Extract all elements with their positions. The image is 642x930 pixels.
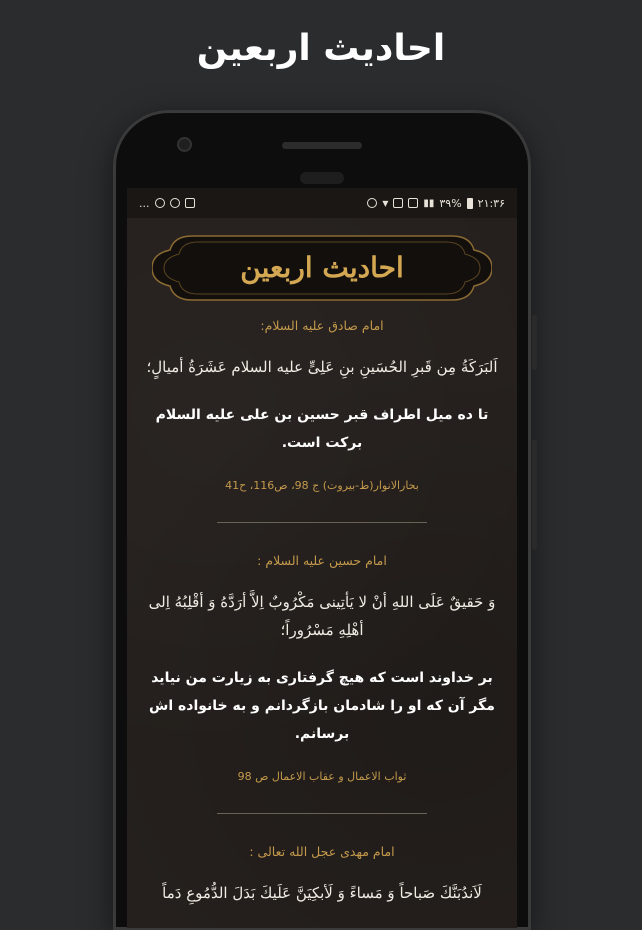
- hadith-arabic: وَ حَقيقٌ عَلَى اللهِ أنْ لا يَأتِينى مَكْرُوبٌ اِلاَّ أرَدَّهُ وَ أقْلِبُهُ اِلى أهْلِهِ مَسْرُوراً؛: [148, 593, 496, 639]
- hadith-source: بحارالانوار(ط-بیروت) ج 98، ص116، ح41: [225, 479, 419, 492]
- header-plaque: [152, 232, 492, 304]
- hadith-translation: بر خداوند است که هیچ گرفتاری به زیارت من نیاید مگر آن که او را شادمان بازگردانم و به خانواده اش برسانم.: [149, 670, 495, 742]
- notification-icon: [155, 198, 165, 208]
- power-button: [532, 440, 537, 550]
- earpiece-speaker: [282, 142, 362, 149]
- hadith-speaker: امام مهدی عجل الله تعالی :: [249, 844, 395, 859]
- hadith-item: [143, 553, 501, 783]
- front-camera: [179, 139, 190, 150]
- signal-icon: [408, 198, 418, 208]
- header-title: احادیث اربعین: [240, 251, 404, 284]
- hadith-arabic: لَاَندُبَنَّكَ صَباحاً وَ مَساءً وَ لَأبكِيَنَّ عَلَيكَ بَدَلَ الدُّمُوعِ دَماً: [162, 884, 482, 902]
- divider: [217, 813, 427, 814]
- status-time: ۲۱:۳۶: [477, 196, 505, 210]
- hadith-item: [143, 318, 501, 492]
- data-icon: [393, 198, 403, 208]
- volume-button: [532, 315, 537, 370]
- hadith-item: [143, 844, 501, 907]
- hadith-translation: تا ده میل اطراف قبر حسین بن علی علیه السلام برکت است.: [155, 407, 489, 451]
- status-left: [139, 197, 195, 210]
- hadith-speaker: امام حسین علیه السلام :: [257, 553, 387, 568]
- status-right: [367, 196, 505, 210]
- hadith-arabic: اَلبَرَكَةُ مِن قَبرِ الحُسَينِ بنِ عَلِیٍّ علیه السلام عَشَرَةُ أميالٍ؛: [146, 358, 498, 376]
- gallery-icon: [185, 198, 195, 208]
- sync-icon: [170, 198, 180, 208]
- app-screen: [127, 188, 517, 928]
- promo-title: احادیث اربعین: [196, 28, 446, 69]
- status-overflow: ...: [139, 196, 150, 210]
- battery-percent: ۳۹%: [439, 196, 462, 210]
- wifi-icon: ▾: [382, 196, 389, 210]
- status-bar: [127, 188, 517, 218]
- hadith-list: [127, 318, 517, 907]
- signal-bars-icon: ▮▮: [423, 197, 435, 209]
- hadith-source: ثواب الاعمال و عقاب الاعمال ص 98: [237, 770, 407, 783]
- battery-icon: [467, 198, 473, 209]
- sensor-bar: [300, 172, 344, 184]
- hadith-speaker: امام صادق علیه السلام:: [260, 318, 384, 333]
- divider: [217, 522, 427, 523]
- phone-frame: [113, 110, 531, 930]
- alarm-icon: [367, 198, 377, 208]
